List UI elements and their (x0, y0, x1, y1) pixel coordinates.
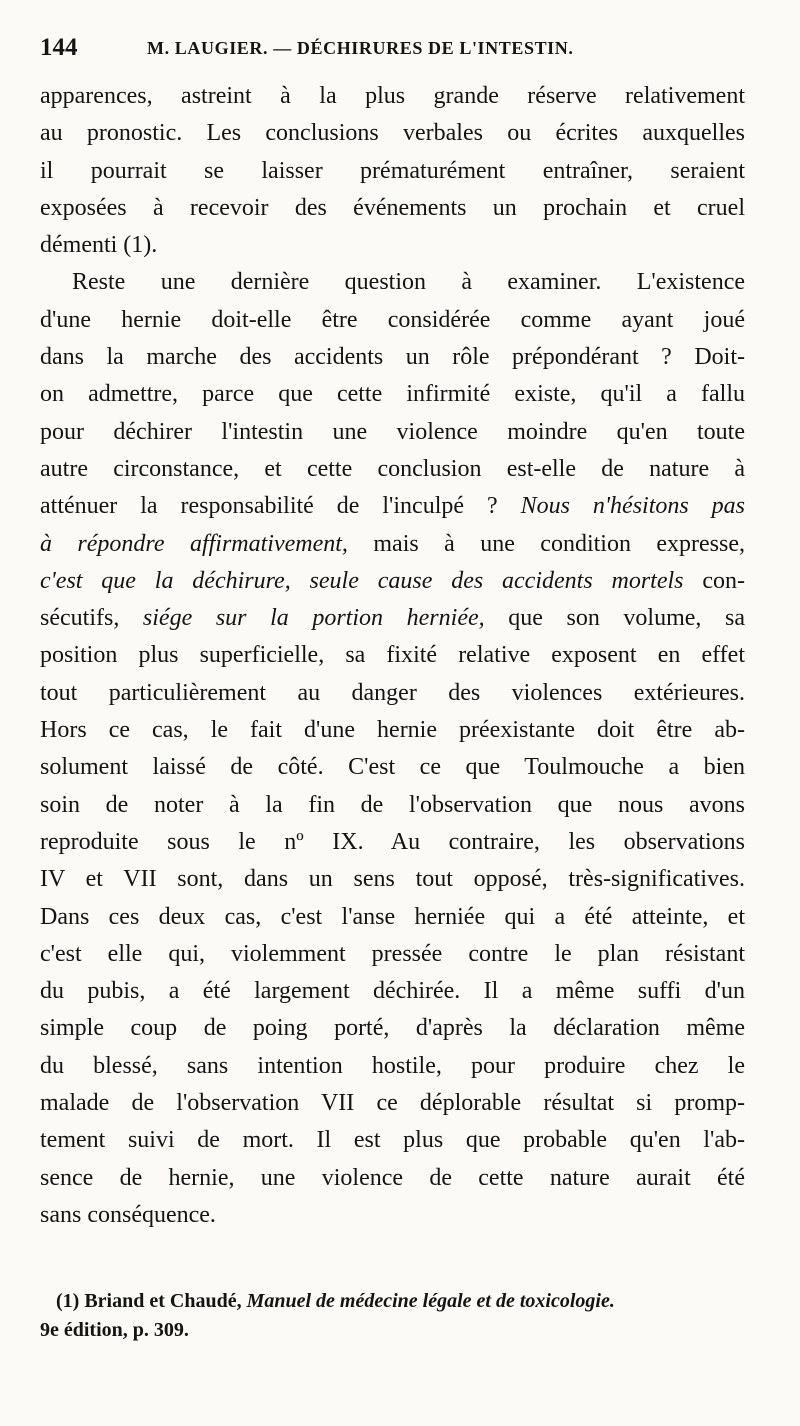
text-segment: que son volume, sa (508, 605, 745, 632)
text-line (40, 600, 745, 637)
footnote-line (40, 1316, 762, 1345)
text-line: sans conséquence. (40, 1201, 216, 1228)
text-line: reproduite sous le nº IX. Au contraire, les observations (40, 828, 745, 855)
text-line: c'est elle qui, violemment pressée contre le plan résistant (40, 940, 745, 967)
text-line (40, 563, 745, 600)
text-line: du blessé, sans intention hostile, pour produire chez le (40, 1052, 745, 1079)
text-line: exposées à recevoir des événements un prochain et cruel (40, 194, 745, 221)
text-line: pour déchirer l'intestin une violence moindre qu'en toute (40, 418, 745, 445)
text-segment: sécutifs, (40, 605, 120, 632)
text-line: dans la marche des accidents un rôle prépondérant ? Doit- (40, 344, 745, 371)
footnote-line (40, 1287, 762, 1316)
text-line: Hors ce cas, le fait d'une hernie préexistante doit être ab- (40, 717, 745, 744)
text-line (40, 526, 745, 563)
text-line: sence de hernie, une violence de cette nature aurait été (40, 1164, 745, 1191)
italic-phrase: Nous n'hésitons pas (520, 493, 745, 520)
text-segment: atténuer la responsabilité de l'inculpé ? (40, 493, 498, 520)
text-line: du pubis, a été largement déchirée. Il a même suffi d'un (40, 978, 745, 1005)
text-line: tout particulièrement au danger des violences extérieures. (40, 679, 745, 706)
text-line: d'une hernie doit-elle être considérée comme ayant joué (40, 306, 745, 333)
text-segment: mais à une condition expresse, (373, 530, 745, 557)
text-line: apparences, astreint à la plus grande réserve relativement (40, 83, 745, 109)
page-header (40, 34, 760, 70)
body-text (40, 78, 745, 1234)
text-line: au pronostic. Les conclusions verbales ou écrites auxquelles (40, 120, 745, 147)
text-line: on admettre, parce que cette infirmité existe, qu'il a fallu (40, 381, 745, 408)
italic-phrase: c'est que la déchirure, seule cause des accidents mortels (40, 567, 684, 594)
footnote (40, 1287, 762, 1345)
text-line: Dans ces deux cas, c'est l'anse herniée qui a été atteinte, et (40, 903, 745, 930)
text-line: IV et VII sont, dans un sens tout opposé, très-significatives. (40, 866, 745, 893)
running-title: M. LAUGIER. — DÉCHIRURES DE L'INTESTIN. (147, 38, 574, 58)
italic-phrase: à répondre affirmativement, (40, 530, 348, 557)
text-line: démenti (1). (40, 232, 158, 259)
text-line: position plus superficielle, sa fixité relative exposent en effet (40, 642, 745, 669)
text-line: simple coup de poing porté, d'après la déclaration même (40, 1015, 745, 1042)
text-line: soin de noter à la fin de l'observation que nous avons (40, 791, 745, 818)
italic-phrase: siége sur la portion herniée, (142, 605, 485, 632)
text-line: Reste une dernière question à examiner. L'existence (72, 269, 745, 296)
text-line: il pourrait se laisser prématurément entraîner, seraient (40, 157, 745, 184)
footnote-title: Manuel de médecine légale et de toxicologie. (246, 1290, 615, 1312)
footnote-authors: (1) Briand et Chaudé, (56, 1290, 242, 1312)
text-line: autre circonstance, et cette conclusion est-elle de nature à (40, 455, 745, 482)
text-segment: con- (702, 567, 745, 594)
page-number: 144 (40, 34, 78, 61)
text-line: tement suivi de mort. Il est plus que probable qu'en l'ab- (40, 1127, 745, 1154)
text-line: solument laissé de côté. C'est ce que Toulmouche a bien (40, 754, 745, 781)
footnote-edition: 9e édition, p. 309. (40, 1319, 189, 1341)
text-line (40, 488, 745, 525)
text-line: malade de l'observation VII ce déplorable résultat si promp- (40, 1090, 745, 1117)
